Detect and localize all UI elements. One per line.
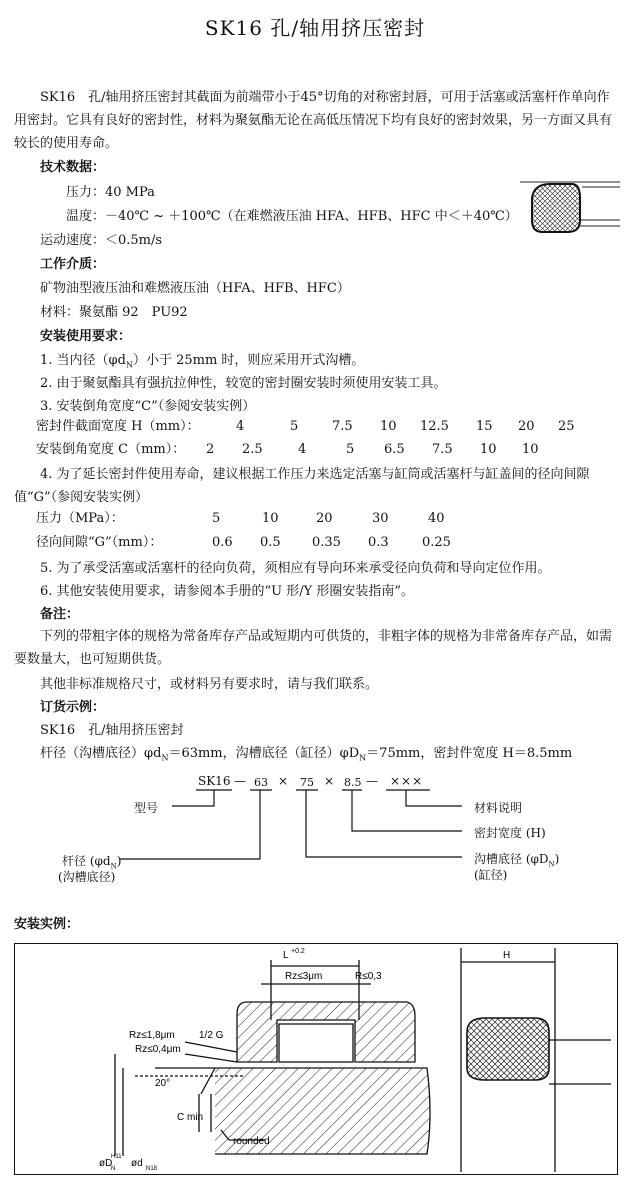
label-model: 型号: [134, 801, 159, 815]
install-item4: 4. 为了延长密封件使用寿命，建议根据工作压力来选定活塞与缸筒或活塞杆与缸盖间的径向间隙值“G”（参阅安装实例）: [14, 467, 590, 505]
notes-heading: 备注：: [40, 607, 80, 622]
row-value: 5: [212, 511, 221, 526]
row-value: 20: [518, 419, 535, 434]
row-value: 0.5: [260, 535, 281, 550]
note1: 下列的带粗字体的规格为常备库存产品或短期内可供货的，非粗字体的规格为非常备库存产品，如需要数量大，也可短期供货。: [14, 629, 613, 667]
rz04-label: Rz≤0,4μm: [135, 1044, 181, 1055]
code-part: ×××: [390, 774, 424, 788]
rounded-label: rounded: [233, 1136, 270, 1147]
dim-H: H: [503, 950, 511, 961]
row-value: 2.5: [242, 442, 263, 457]
install-item2: 2. 由于聚氨酯具有强抗拉伸性，较宽的密封圈安装时须使用安装工具。: [40, 376, 447, 391]
row-value: 4: [236, 419, 245, 434]
row-value: 0.25: [422, 535, 451, 550]
row-label: 径向间隙“G”（mm）：: [36, 535, 163, 550]
temperature-text: 温度：－40℃ ~ ＋100℃（在难燃液压油 HFA、HFB、HFC 中＜＋40℃）: [66, 209, 518, 224]
row-value: 5: [290, 419, 299, 434]
dim-L-tolerance: +0.2: [291, 948, 305, 955]
code-part: 75: [300, 776, 314, 789]
code-part: 8.5: [344, 776, 362, 789]
example-heading: 安装实例：: [14, 917, 80, 932]
install-item3: 3. 安装倒角宽度“C”（参阅安装实例）: [40, 399, 256, 414]
code-sep: ×: [324, 774, 335, 788]
code-part: SK16: [198, 774, 231, 788]
label-groove: 沟槽底径 $(\varphi D_N)$: [474, 852, 560, 869]
angle-label: 20°: [155, 1078, 171, 1089]
row-value: 0.6: [212, 535, 233, 550]
medium-text: 矿物油型液压油和难燃液压油（HFA、HFB、HFC）: [40, 281, 350, 296]
label-cylinder: (缸径): [474, 868, 508, 882]
installation-drawing-svg: [15, 944, 616, 1173]
row-value: 7.5: [332, 419, 353, 434]
row-value: 7.5: [432, 442, 453, 457]
rz18-label: Rz≤1,8μm: [129, 1030, 175, 1041]
dN-tolerance: H11: [111, 1154, 122, 1160]
row-value: 4: [298, 442, 307, 457]
r03-label: R≤0,3: [355, 971, 382, 982]
code-sep: —: [234, 774, 246, 788]
install-item6: 6. 其他安装使用要求，请参阅本手册的“U 形/Y 形圈安装指南”。: [40, 584, 415, 599]
code-part: 63: [254, 776, 268, 789]
code-sep: ×: [278, 774, 289, 788]
page-title: SK16 孔/轴用挤压密封: [204, 16, 426, 40]
row-label: 压力（MPa）：: [36, 511, 124, 526]
label-rod-groove: (沟槽底径): [58, 870, 116, 884]
row-value: 0.3: [368, 535, 389, 550]
dn-label: ød: [131, 1158, 143, 1169]
install-item5: 5. 为了承受活塞或活塞杆的径向负荷，须相应有导向环来承受径向负荷和导向定位作用。: [40, 561, 551, 576]
row-value: 15: [476, 419, 493, 434]
row-value: 40: [428, 511, 445, 526]
order-heading: 订货示例：: [40, 700, 106, 715]
row-value: 25: [558, 419, 575, 434]
row-label: 密封件截面宽度 H（mm）：: [36, 419, 200, 434]
dN-subscript: N: [111, 1166, 116, 1172]
order-code-diagram: [0, 772, 630, 892]
row-value: 10: [262, 511, 279, 526]
label-material: 材料说明: [474, 801, 523, 815]
half-g-label: 1/2 G: [199, 1030, 224, 1041]
dN-label: øD: [99, 1158, 113, 1169]
install-item1: 1. 当内径$(\varphi d_N)$小于 25mm 时，则应采用开式沟槽。: [40, 353, 365, 370]
row-value: 10: [380, 419, 397, 434]
cmin-label: C min: [177, 1112, 204, 1123]
installation-drawing: [14, 943, 618, 1175]
pressure-text: 压力：40 MPa: [66, 185, 155, 200]
label-width: 密封宽度 (H): [474, 826, 546, 840]
row-value: 2: [206, 442, 215, 457]
row-value: 10: [480, 442, 497, 457]
code-sep: —: [366, 774, 378, 788]
dn-subscript: N18: [146, 1166, 158, 1172]
row-value: 6.5: [384, 442, 405, 457]
row-label: 安装倒角宽度 C（mm）：: [36, 442, 186, 457]
dim-L: L: [283, 950, 289, 961]
medium-heading: 工作介质：: [40, 257, 106, 272]
intro-paragraph: SK16 孔/轴用挤压密封其截面为前端带小于45°切角的对称密封唇，可用于活塞或活塞杆作单向作用密封。它具有良好的密封性，材料为聚氨酯无论在高低压情况下均有良好的密封效果，另一方面又具有较长的使用寿命。: [14, 90, 613, 151]
note2: 其他非标准规格尺寸，或材料另有要求时，请与我们联系。: [40, 677, 379, 692]
tech-heading: 技术数据：: [40, 160, 106, 175]
row-value: 5: [346, 442, 355, 457]
seal-thumbnail: [520, 176, 620, 236]
order-product: SK16 孔/轴用挤压密封: [40, 723, 184, 738]
material-text: 材料：聚氨酯 92 PU92: [40, 305, 188, 320]
install-heading: 安装使用要求：: [40, 329, 132, 344]
label-rod: 杆径 $(\varphi d_N)$: [62, 854, 122, 871]
speed-text: 运动速度：＜0.5m/s: [40, 233, 163, 248]
row-value: 20: [316, 511, 333, 526]
row-value: 12.5: [420, 419, 449, 434]
rz3-label: Rz≤3μm: [285, 971, 323, 982]
row-value: 30: [372, 511, 389, 526]
row-value: 10: [522, 442, 539, 457]
order-example: 杆径（沟槽底径）$\varphi d_N=63mm$，沟槽底径（缸径）$\varphi D_N=75mm$，密封件宽度 H＝8.5mm: [40, 746, 573, 763]
row-value: 0.35: [312, 535, 341, 550]
